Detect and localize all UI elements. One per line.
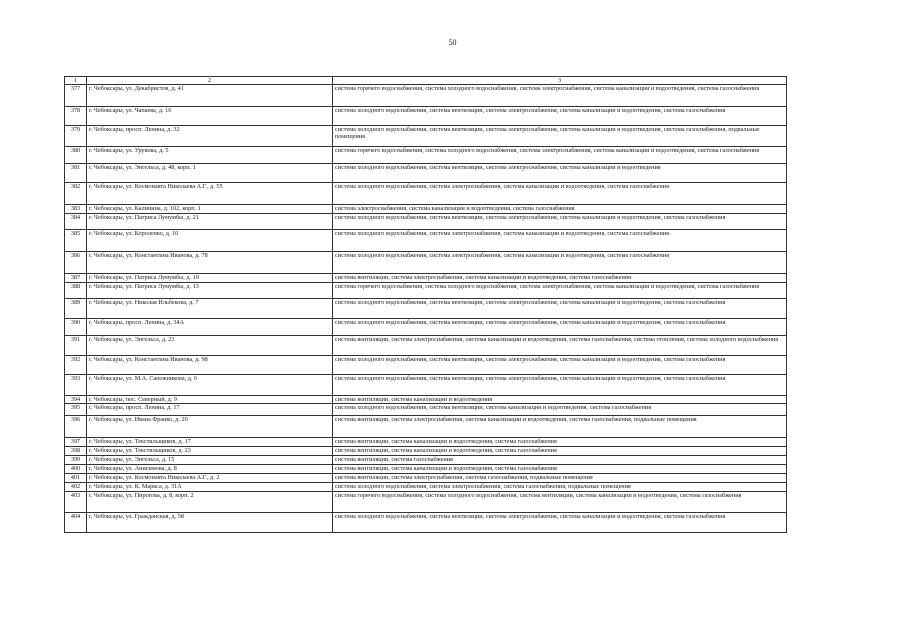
row-number-cell: 380 (65, 147, 87, 164)
row-number-cell: 382 (65, 183, 87, 205)
row-number-cell: 377 (65, 85, 87, 107)
header-col-1: 1 (65, 77, 87, 85)
row-number-cell: 395 (65, 404, 87, 416)
address-cell: г. Чебоксары, ул. М.А. Сапожникова, д. 6 (87, 375, 333, 396)
address-cell: г. Чебоксары, ул. Калинина, д. 102, корп. 1 (87, 205, 333, 214)
address-cell: г. Чебоксары, ул. Текстильщиков, д. 17 (87, 438, 333, 447)
table-row (65, 283, 787, 299)
table-row (65, 465, 787, 474)
systems-cell: система холодного водоснабжения, система вентиляции, система канализации и водоотведения, система газоснабжения (333, 404, 787, 416)
systems-cell: система электроснабжения, система канализации и водоотведения, система газоснабжения (333, 205, 787, 214)
systems-cell: система горячего водоснабжения, система холодного водоснабжения, система электроснабжения, система канализации и водоотведения, система газоснабжения (333, 283, 787, 299)
row-number-cell: 388 (65, 283, 87, 299)
systems-cell: система холодного водоснабжения, система вентиляции, система электроснабжения, система канализации и водоотведения, система газоснабжения (333, 107, 787, 126)
systems-cell: система горячего водоснабжения, система холодного водоснабжения, система электроснабжения, система канализации и водоотведения, система газоснабжения (333, 147, 787, 164)
table-row (65, 492, 787, 513)
table-row (65, 404, 787, 416)
table-row (65, 416, 787, 438)
row-number-cell: 389 (65, 299, 87, 319)
address-cell: г. Чебоксары, ул. К. Маркса, д. 31А (87, 483, 333, 492)
address-cell: г. Чебоксары, ул. Энгельса, д. 15 (87, 456, 333, 465)
table-row (65, 85, 787, 107)
row-number-cell: 402 (65, 483, 87, 492)
address-cell: г. Чебоксары, ул. Пирогова, д. 8, корп. 2 (87, 492, 333, 513)
row-number-cell: 396 (65, 416, 87, 438)
systems-cell: система холодного водоснабжения, система вентиляции, система электроснабжения, система канализации и водоотведения, система газоснабжения (333, 513, 787, 533)
table-row (65, 438, 787, 447)
address-cell: г. Чебоксары, ул. Патриса Лумумбы, д. 19 (87, 274, 333, 283)
table-row (65, 375, 787, 396)
address-cell: г. Чебоксары, ул. Космонавта Николаева А.Г., д. 55 (87, 183, 333, 205)
address-cell: г. Чебоксары, ул. Энгельса, д. 23 (87, 336, 333, 356)
address-cell: г. Чебоксары, просп. Ленина, д. 17 (87, 404, 333, 416)
table-row (65, 252, 787, 274)
systems-cell: система холодного водоснабжения, система электроснабжения, система канализации и водоотведения, система газоснабжения (333, 183, 787, 205)
row-number-cell: 404 (65, 513, 87, 533)
systems-cell: система холодного водоснабжения, система вентиляции, система электроснабжения, система канализации и водоотведения, система газоснабжения (333, 214, 787, 230)
row-number-cell: 394 (65, 396, 87, 404)
table-header-row (65, 77, 787, 85)
address-cell: г. Чебоксары, ул. Энгельса, д. 48, корп. 1 (87, 164, 333, 183)
row-number-cell: 398 (65, 447, 87, 456)
table-row (65, 483, 787, 492)
table-row (65, 336, 787, 356)
row-number-cell: 403 (65, 492, 87, 513)
header-col-2: 2 (87, 77, 333, 85)
table-row (65, 205, 787, 214)
row-number-cell: 399 (65, 456, 87, 465)
row-number-cell: 391 (65, 336, 87, 356)
row-number-cell: 400 (65, 465, 87, 474)
address-cell: г. Чебоксары, ул. Патриса Лумумбы, д. 13 (87, 283, 333, 299)
table-row (65, 147, 787, 164)
row-number-cell: 381 (65, 164, 87, 183)
address-cell: г. Чебоксары, ул. Чапаева, д. 16 (87, 107, 333, 126)
systems-cell: система вентиляции, система электроснабжения, система канализации и водоотведения, система газоснабжения, система отопления, система холодного водоснабжения (333, 336, 787, 356)
address-cell: г. Чебоксары, пос. Северный, д. 9 (87, 396, 333, 404)
address-cell: г. Чебоксары, ул. Гражданская, д. 58 (87, 513, 333, 533)
address-cell: г. Чебоксары, ул. Урукова, д. 5 (87, 147, 333, 164)
systems-cell: система вентиляции, система электроснабжения, система канализации и водоотведения, система газоснабжения (333, 274, 787, 283)
table-row (65, 164, 787, 183)
table-row (65, 183, 787, 205)
table-row (65, 299, 787, 319)
systems-cell: система вентиляции, система канализации и водоотведения, система газоснабжения (333, 438, 787, 447)
address-cell: г. Чебоксары, ул. Николая Ильбекова, д. 7 (87, 299, 333, 319)
address-cell: г. Чебоксары, ул. Короленко, д. 10 (87, 230, 333, 252)
table-row (65, 474, 787, 483)
systems-cell: система горячего водоснабжения, система холодного водоснабжения, система электроснабжения, система канализации и водоотведения, система газоснабжения (333, 85, 787, 107)
systems-table (64, 76, 787, 533)
address-cell: г. Чебоксары, просп. Ленина, д. 32 (87, 126, 333, 147)
table-row (65, 456, 787, 465)
row-number-cell: 393 (65, 375, 87, 396)
systems-cell: система вентиляции, система газоснабжения (333, 456, 787, 465)
systems-cell: система холодного водоснабжения, система вентиляции, система электроснабжения, система канализации и водоотведения, система газоснабжения (333, 356, 787, 375)
row-number-cell: 386 (65, 252, 87, 274)
systems-cell: система холодного водоснабжения, система электроснабжения, система газоснабжения, подвальные помещения (333, 483, 787, 492)
table-row (65, 513, 787, 533)
systems-cell: система холодного водоснабжения, система электроснабжения, система канализации и водоотведения, система газоснабжения (333, 252, 787, 274)
row-number-cell: 392 (65, 356, 87, 375)
table-row (65, 214, 787, 230)
table-row (65, 396, 787, 404)
row-number-cell: 379 (65, 126, 87, 147)
address-cell: г. Чебоксары, ул. Текстильщиков, д. 23 (87, 447, 333, 456)
table-row (65, 107, 787, 126)
row-number-cell: 383 (65, 205, 87, 214)
systems-cell: система вентиляции, система канализации и водоотведения, система газоснабжения (333, 465, 787, 474)
systems-cell: система холодного водоснабжения, система вентиляции, система электроснабжения, система канализации и водоотведения, система газоснабжения (333, 375, 787, 396)
row-number-cell: 390 (65, 319, 87, 336)
table-row (65, 447, 787, 456)
address-cell: г. Чебоксары, просп. Ленина, д. 34А (87, 319, 333, 336)
row-number-cell: 378 (65, 107, 87, 126)
address-cell: г. Чебоксары, ул. Патриса Лумумбы, д. 21 (87, 214, 333, 230)
table-row (65, 274, 787, 283)
address-cell: г. Чебоксары, ул. Константина Иванова, д. 98 (87, 356, 333, 375)
address-cell: г. Чебоксары, ул. Константина Иванова, д. 78 (87, 252, 333, 274)
row-number-cell: 385 (65, 230, 87, 252)
address-cell: г. Чебоксары, ул. Декабристов, д. 41 (87, 85, 333, 107)
row-number-cell: 387 (65, 274, 87, 283)
row-number-cell: 384 (65, 214, 87, 230)
table-row (65, 319, 787, 336)
systems-cell: система холодного водоснабжения, система электроснабжения, система канализации и водоотведения, система газоснабжения (333, 230, 787, 252)
address-cell: г. Чебоксары, ул. Анисимова, д. 8 (87, 465, 333, 474)
systems-cell: система вентиляции, система канализации и водоотведения (333, 396, 787, 404)
systems-cell: система холодного водоснабжения, система вентиляции, система электроснабжения, система канализации и водоотведения (333, 164, 787, 183)
table-row (65, 126, 787, 147)
table-row (65, 356, 787, 375)
systems-cell: система горячего водоснабжения, система холодного водоснабжения, система вентиляции, система канализации и водоотведения, система газоснабжения (333, 492, 787, 513)
header-col-3: 3 (333, 77, 787, 85)
address-cell: г. Чебоксары, ул. Ивана Франко, д. 20 (87, 416, 333, 438)
table-row (65, 230, 787, 252)
address-cell: г. Чебоксары, ул. Космонавта Николаева А.Г., д. 2 (87, 474, 333, 483)
systems-cell: система холодного водоснабжения, система вентиляции, система электроснабжения, система канализации и водоотведения, система газоснабжения, подвальные помещения (333, 126, 787, 147)
systems-cell: система вентиляции, система канализации и водоотведения, система газоснабжения (333, 447, 787, 456)
page-number: 50 (448, 38, 457, 47)
systems-cell: система холодного водоснабжения, система вентиляции, система электроснабжения, система канализации и водоотведения, система газоснабжения (333, 319, 787, 336)
systems-cell: система вентиляции, система электроснабжения, система канализации и водоотведения, система газоснабжения, подвальные помещения (333, 416, 787, 438)
systems-cell: система холодного водоснабжения, система вентиляции, система электроснабжения, система канализации и водоотведения, система газоснабжения (333, 299, 787, 319)
row-number-cell: 401 (65, 474, 87, 483)
row-number-cell: 397 (65, 438, 87, 447)
systems-cell: система вентиляции, система электроснабжения, система газоснабжения, подвальные помещения (333, 474, 787, 483)
